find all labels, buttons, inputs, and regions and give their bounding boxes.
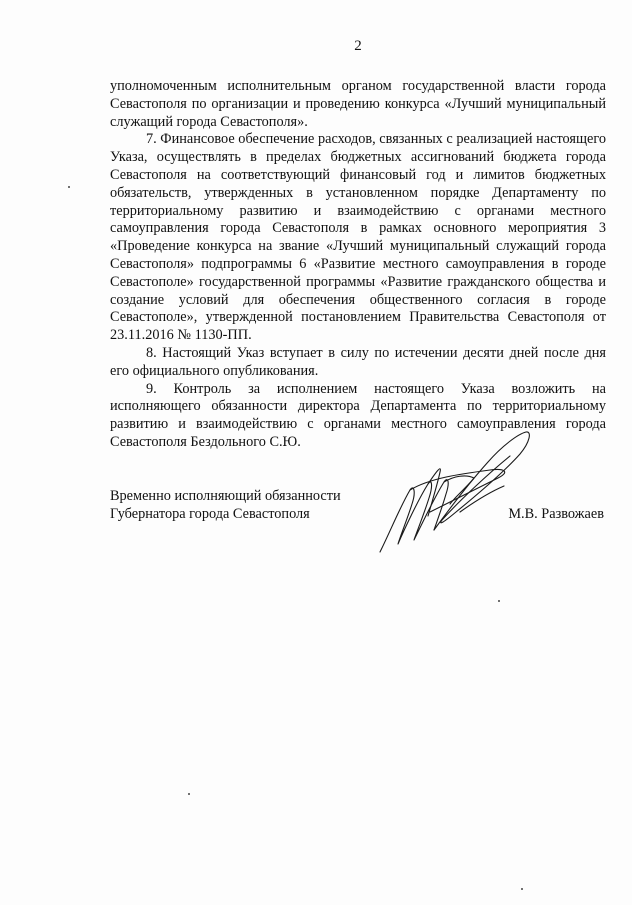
paragraph-7: 7. Финансовое обеспечение расходов, связанных с реализацией настоящего Указа, осуществлять в пределах бюджетных ассигнований бюджета города Севастополя на соответствующий финансовый год и лимитов бюджетных обязательств, утвержденных в установленном порядке Департаменту по территориальному развитию и взаимодействию с органами местного самоуправления города Севастополя в рамках основного мероприятия 3 «Проведение конкурса на звание «Лучший муниципальный служащий города Севастополя» подпрограммы 6 «Развитие местного самоуправления в городе Севастополе» государственной программы «Развитие гражданского общества и создание условий для обеспечения общественного согласия в городе Севастополе», утвержденной постановлением Правительства Севастополя от 23.11.2016 № 1130-ПП. (110, 131, 606, 344)
signatory-position-line-2: Губернатора города Севастополя (110, 506, 310, 522)
document-body (110, 78, 606, 452)
scan-speck (68, 186, 70, 188)
paragraph-continuation: уполномоченным исполнительным органом государственной власти города Севастополя по организации и проведению конкурса «Лучший муниципальный служащий города Севастополя». (110, 78, 606, 130)
signatory-position-line-1: Временно исполняющий обязанности (110, 488, 341, 504)
paragraph-9: 9. Контроль за исполнением настоящего Указа возложить на исполняющего обязанности директора Департамента по территориальному развитию и взаимодействию с органами местного самоуправления города Севастополя Бездольного С.Ю. (110, 380, 606, 450)
page-number: 2 (354, 38, 362, 54)
scan-speck (188, 793, 190, 795)
handwritten-signature (370, 412, 540, 567)
paragraph-8: 8. Настоящий Указ вступает в силу по истечении десяти дней после дня его официального опубликования. (110, 344, 606, 379)
scan-speck (521, 888, 523, 890)
signatory-position (110, 487, 341, 523)
signatory-name: М.В. Развожаев (508, 506, 604, 522)
scan-speck (498, 600, 500, 602)
